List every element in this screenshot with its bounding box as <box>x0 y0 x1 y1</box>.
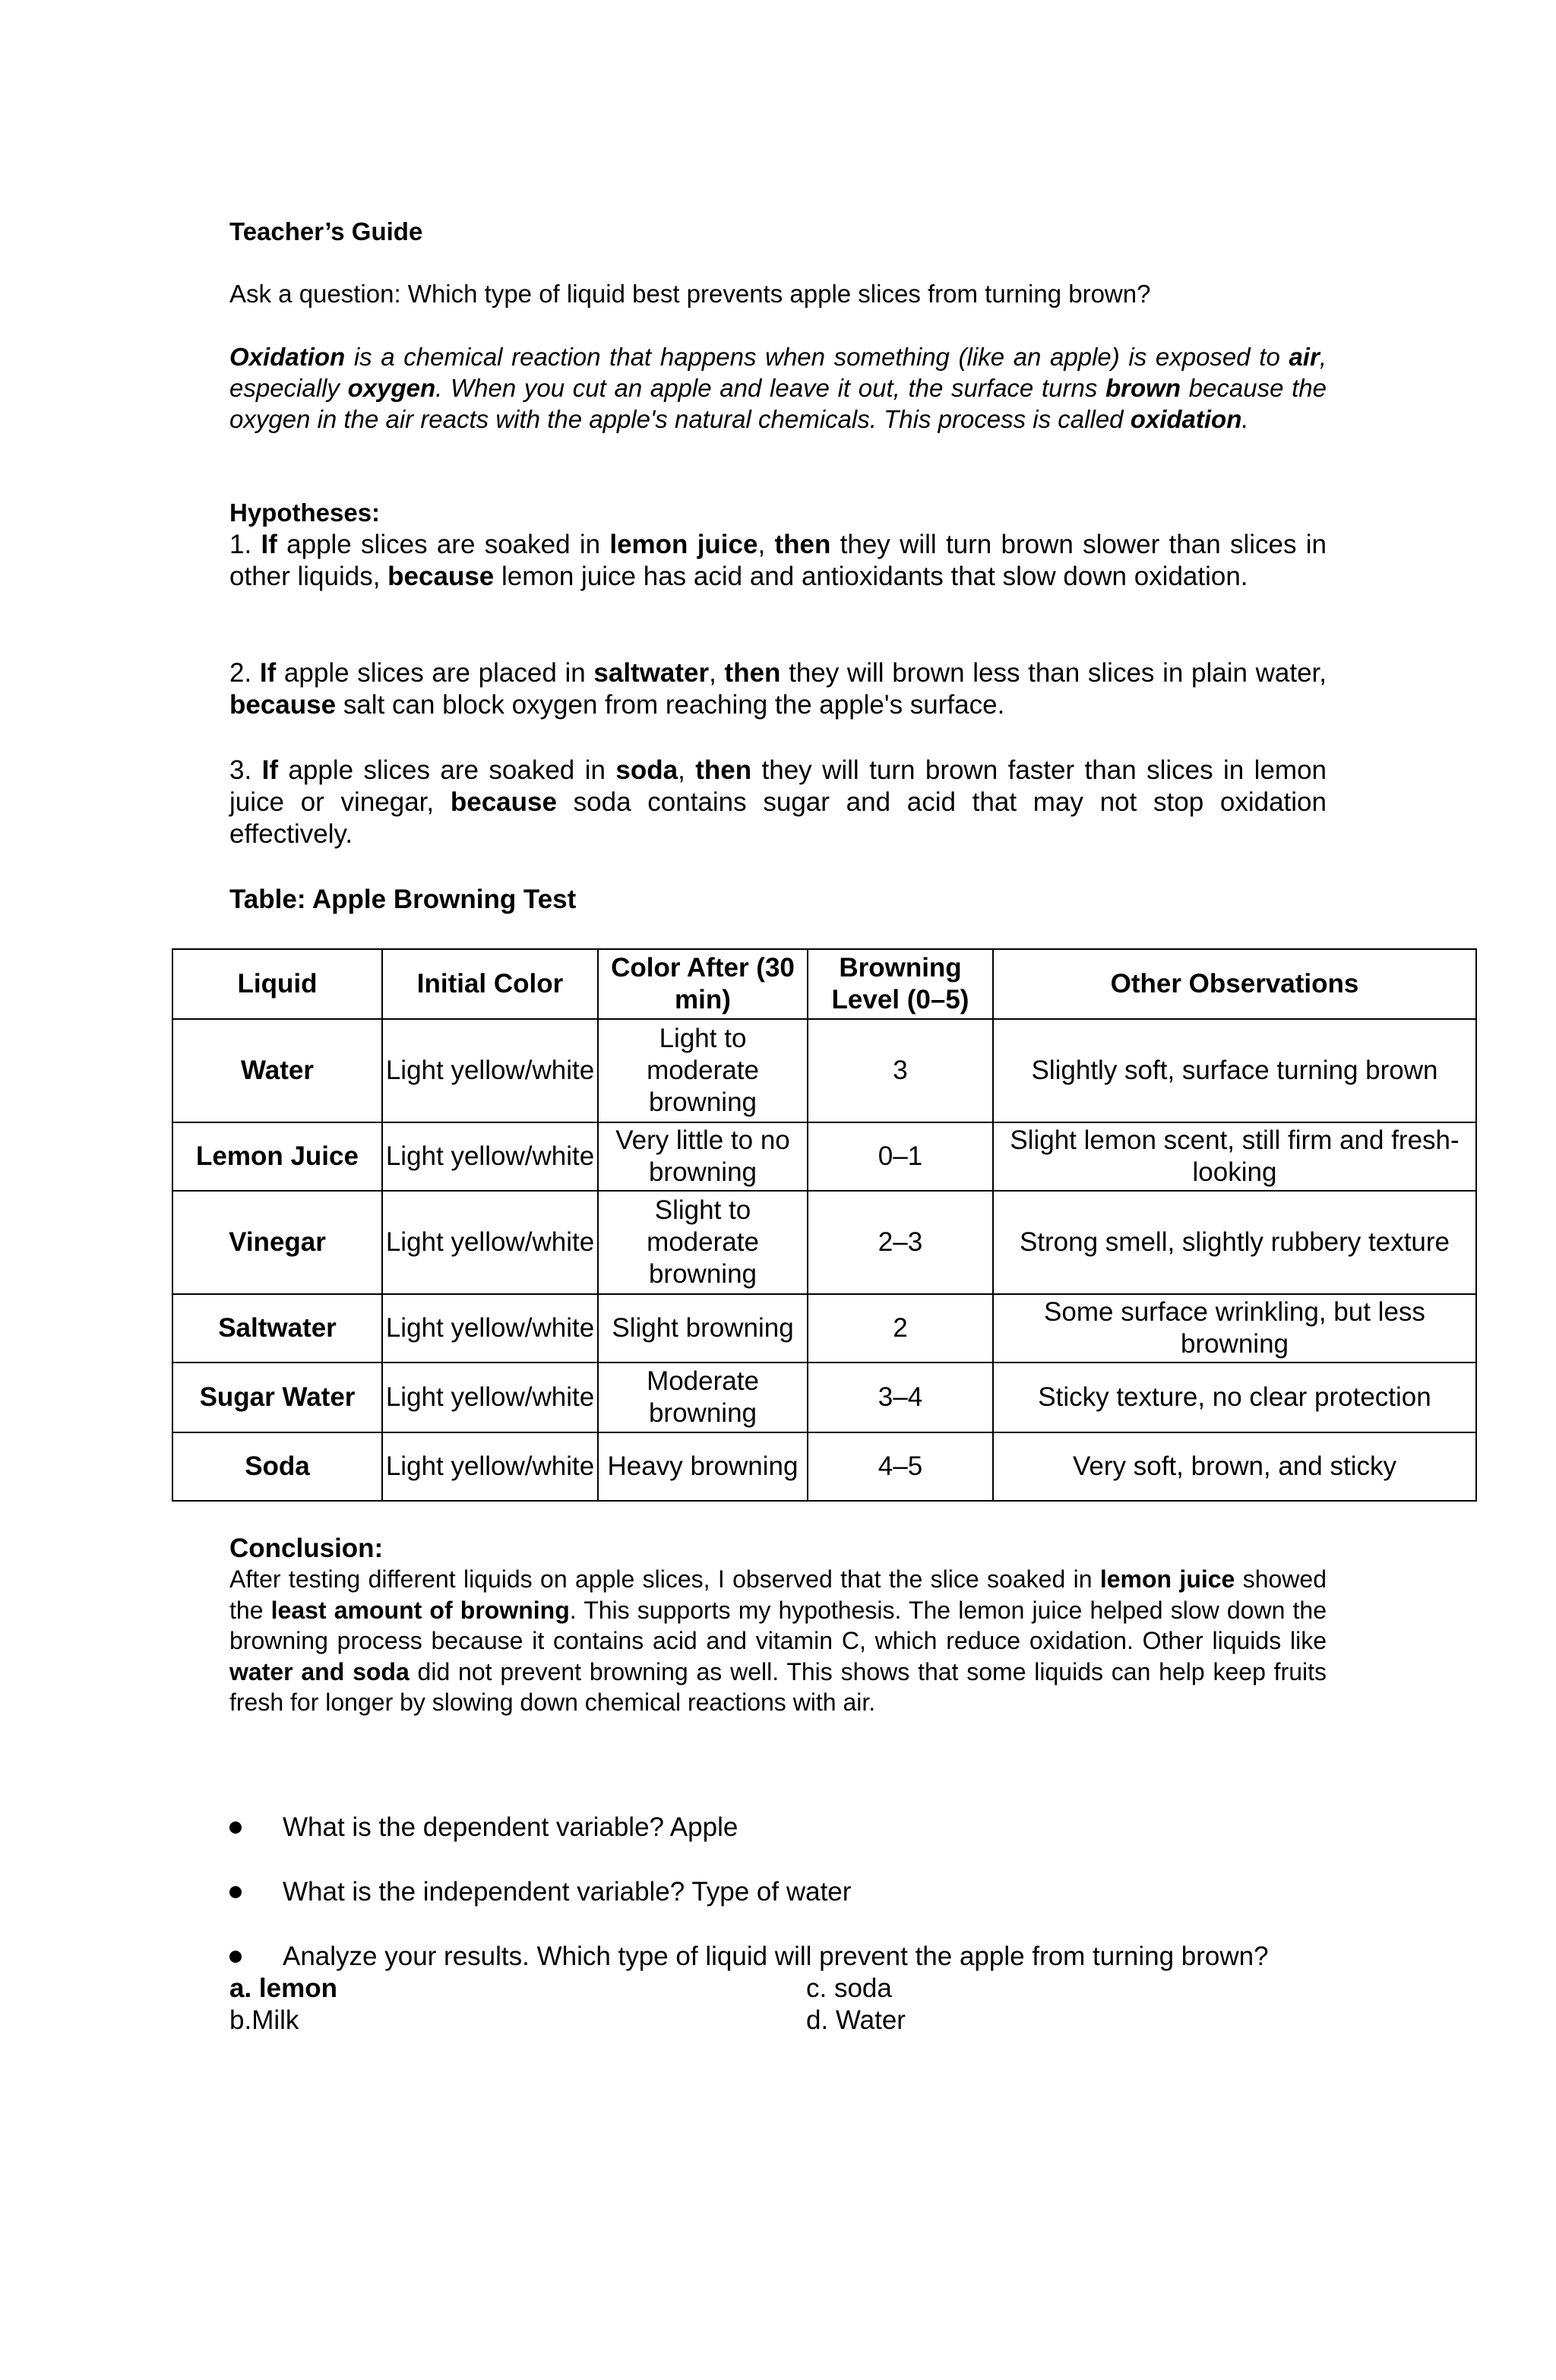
table-cell: Light yellow/white <box>382 1191 598 1294</box>
hypothesis-3 <box>229 755 1327 850</box>
table-cell: Light yellow/white <box>382 1432 598 1501</box>
oxidation-text-5: . <box>1241 405 1249 433</box>
conclusion-paragraph <box>229 1564 1327 1718</box>
table-cell: Slightly soft, surface turning brown <box>993 1019 1476 1122</box>
oxidation-text-4: because the oxygen in the air reacts with the apple's natural chemicals. This process is called <box>229 374 1327 433</box>
hypothesis-number: 1. <box>229 530 261 559</box>
hypothesis-2 <box>229 657 1327 721</box>
choice-a: a. lemon <box>229 1973 337 2003</box>
conclusion-heading: Conclusion: <box>229 1533 384 1563</box>
oxidation-paragraph <box>229 341 1327 435</box>
keyword-if: If <box>259 658 277 688</box>
hypothesis-text: apple slices are soaked in <box>277 530 610 559</box>
table-cell: Water <box>172 1019 382 1122</box>
table-cell: Light yellow/white <box>382 1019 598 1122</box>
hypothesis-text: they will turn brown slower than slices in other liquids, <box>229 530 1327 591</box>
hypothesis-text: soda contains sugar and acid that may not stop oxidation effectively. <box>229 787 1327 849</box>
table-cell: 2–3 <box>808 1191 993 1294</box>
oxidation-word: oxidation <box>1130 405 1242 433</box>
bullet-icon <box>229 1886 242 1898</box>
question-text: Analyze your results. Which type of liquid will prevent the apple from turning brown? <box>283 1942 1269 1971</box>
conclusion-text-4: did not prevent browning as well. This shows that some liquids can help keep fruits fresh for longer by slowing down chemical reactions with air. <box>229 1657 1327 1716</box>
table-cell: Sugar Water <box>172 1362 382 1432</box>
table-cell: 4–5 <box>808 1432 993 1501</box>
hypothesis-liquid: saltwater <box>593 658 710 688</box>
keyword-because: because <box>229 690 337 720</box>
table-row <box>172 1019 1476 1122</box>
oxidation-term: Oxidation <box>229 343 346 371</box>
column-header: Liquid <box>172 949 382 1019</box>
keyword-if: If <box>261 530 277 559</box>
hypothesis-comma: , <box>757 530 775 559</box>
hypothesis-number: 2. <box>229 658 260 688</box>
keyword-because: because <box>387 562 495 591</box>
table-cell: Light to moderate browning <box>598 1019 808 1122</box>
conclusion-emphasis-1: lemon juice <box>1099 1565 1235 1593</box>
table-cell: 2 <box>808 1294 993 1362</box>
conclusion-text-3: . This supports my hypothesis. The lemon juice helped slow down the browning process because it contains acid and vitamin C, which reduce oxidation. Other liquids like <box>229 1596 1327 1654</box>
oxidation-text-2: , especially <box>229 343 1327 402</box>
browning-table <box>172 948 1477 1502</box>
table-cell: Light yellow/white <box>382 1362 598 1432</box>
choice-b: b.Milk <box>229 2005 299 2035</box>
hypotheses-heading: Hypotheses: <box>229 498 381 527</box>
hypothesis-comma: , <box>678 755 696 785</box>
keyword-because: because <box>450 787 557 817</box>
air-term: air <box>1289 343 1320 371</box>
hypothesis-number: 3. <box>229 755 262 785</box>
hypothesis-text: they will turn brown faster than slices in lemon juice or vinegar, <box>229 755 1327 817</box>
table-cell: Light yellow/white <box>382 1294 598 1362</box>
table-title: Table: Apple Browning Test <box>229 885 577 914</box>
table-cell: Very little to no browning <box>598 1122 808 1191</box>
hypothesis-text: apple slices are placed in <box>276 658 594 688</box>
table-cell: 3 <box>808 1019 993 1122</box>
table-row <box>172 1191 1476 1294</box>
oxidation-text-1: is a chemical reaction that happens when something (like an apple) is exposed to <box>345 343 1289 371</box>
keyword-then: then <box>695 755 752 785</box>
bullet-icon <box>229 1951 242 1963</box>
table-cell: Slight lemon scent, still firm and fresh-looking <box>993 1122 1476 1191</box>
hypothesis-text: they will brown less than slices in plain water, <box>780 658 1327 688</box>
choice-c: c. soda <box>806 1973 892 2003</box>
keyword-then: then <box>774 530 831 559</box>
table-cell: Saltwater <box>172 1294 382 1362</box>
table-cell: Light yellow/white <box>382 1122 598 1191</box>
hypothesis-comma: , <box>709 658 725 688</box>
guide-title: Teacher’s Guide <box>229 217 423 245</box>
hypothesis-liquid: lemon juice <box>609 530 758 559</box>
question-text: What is the independent variable? Type of water <box>283 1877 852 1907</box>
hypothesis-text: salt can block oxygen from reaching the apple's surface. <box>336 690 1005 720</box>
bullet-icon <box>229 1821 242 1834</box>
table-cell: Strong smell, slightly rubbery texture <box>993 1191 1476 1294</box>
table-cell: Vinegar <box>172 1191 382 1294</box>
column-header: Browning Level (0–5) <box>808 949 993 1019</box>
table-row <box>172 1122 1476 1191</box>
table-cell: Some surface wrinkling, but less browning <box>993 1294 1476 1362</box>
table-header-row <box>172 949 1476 1019</box>
conclusion-emphasis-2: least amount of browning <box>270 1596 570 1624</box>
conclusion-text-2: showed the <box>229 1565 1327 1624</box>
table-cell: Moderate browning <box>598 1362 808 1432</box>
oxidation-text-3: . When you cut an apple and leave it out, the surface turns <box>435 374 1105 402</box>
column-header: Other Observations <box>993 949 1476 1019</box>
column-header: Color After (30 min) <box>598 949 808 1019</box>
keyword-then: then <box>724 658 781 688</box>
table-cell: Slight to moderate browning <box>598 1191 808 1294</box>
table-cell: Soda <box>172 1432 382 1501</box>
table-row <box>172 1362 1476 1432</box>
choice-d: d. Water <box>806 2005 906 2035</box>
table-row <box>172 1294 1476 1362</box>
table-cell: 0–1 <box>808 1122 993 1191</box>
hypothesis-text: apple slices are soaked in <box>278 755 616 785</box>
oxygen-term: oxygen <box>347 374 436 402</box>
guide-question: Ask a question: Which type of liquid best prevents apple slices from turning brown? <box>229 280 1151 308</box>
hypothesis-1 <box>229 529 1327 593</box>
column-header: Initial Color <box>382 949 598 1019</box>
table-cell: Slight browning <box>598 1294 808 1362</box>
brown-term: brown <box>1105 374 1181 402</box>
question-text: What is the dependent variable? Apple <box>283 1812 738 1842</box>
table-cell: Very soft, brown, and sticky <box>993 1432 1476 1501</box>
conclusion-text-1: After testing different liquids on apple slices, I observed that the slice soaked in <box>229 1565 1100 1593</box>
table-row <box>172 1432 1476 1501</box>
table-cell: Lemon Juice <box>172 1122 382 1191</box>
table-cell: 3–4 <box>808 1362 993 1432</box>
table-cell: Heavy browning <box>598 1432 808 1501</box>
hypothesis-text: lemon juice has acid and antioxidants that slow down oxidation. <box>494 562 1248 591</box>
table-cell: Sticky texture, no clear protection <box>993 1362 1476 1432</box>
hypothesis-liquid: soda <box>615 755 678 785</box>
conclusion-emphasis-3: water and soda <box>229 1657 410 1685</box>
keyword-if: If <box>261 755 278 785</box>
